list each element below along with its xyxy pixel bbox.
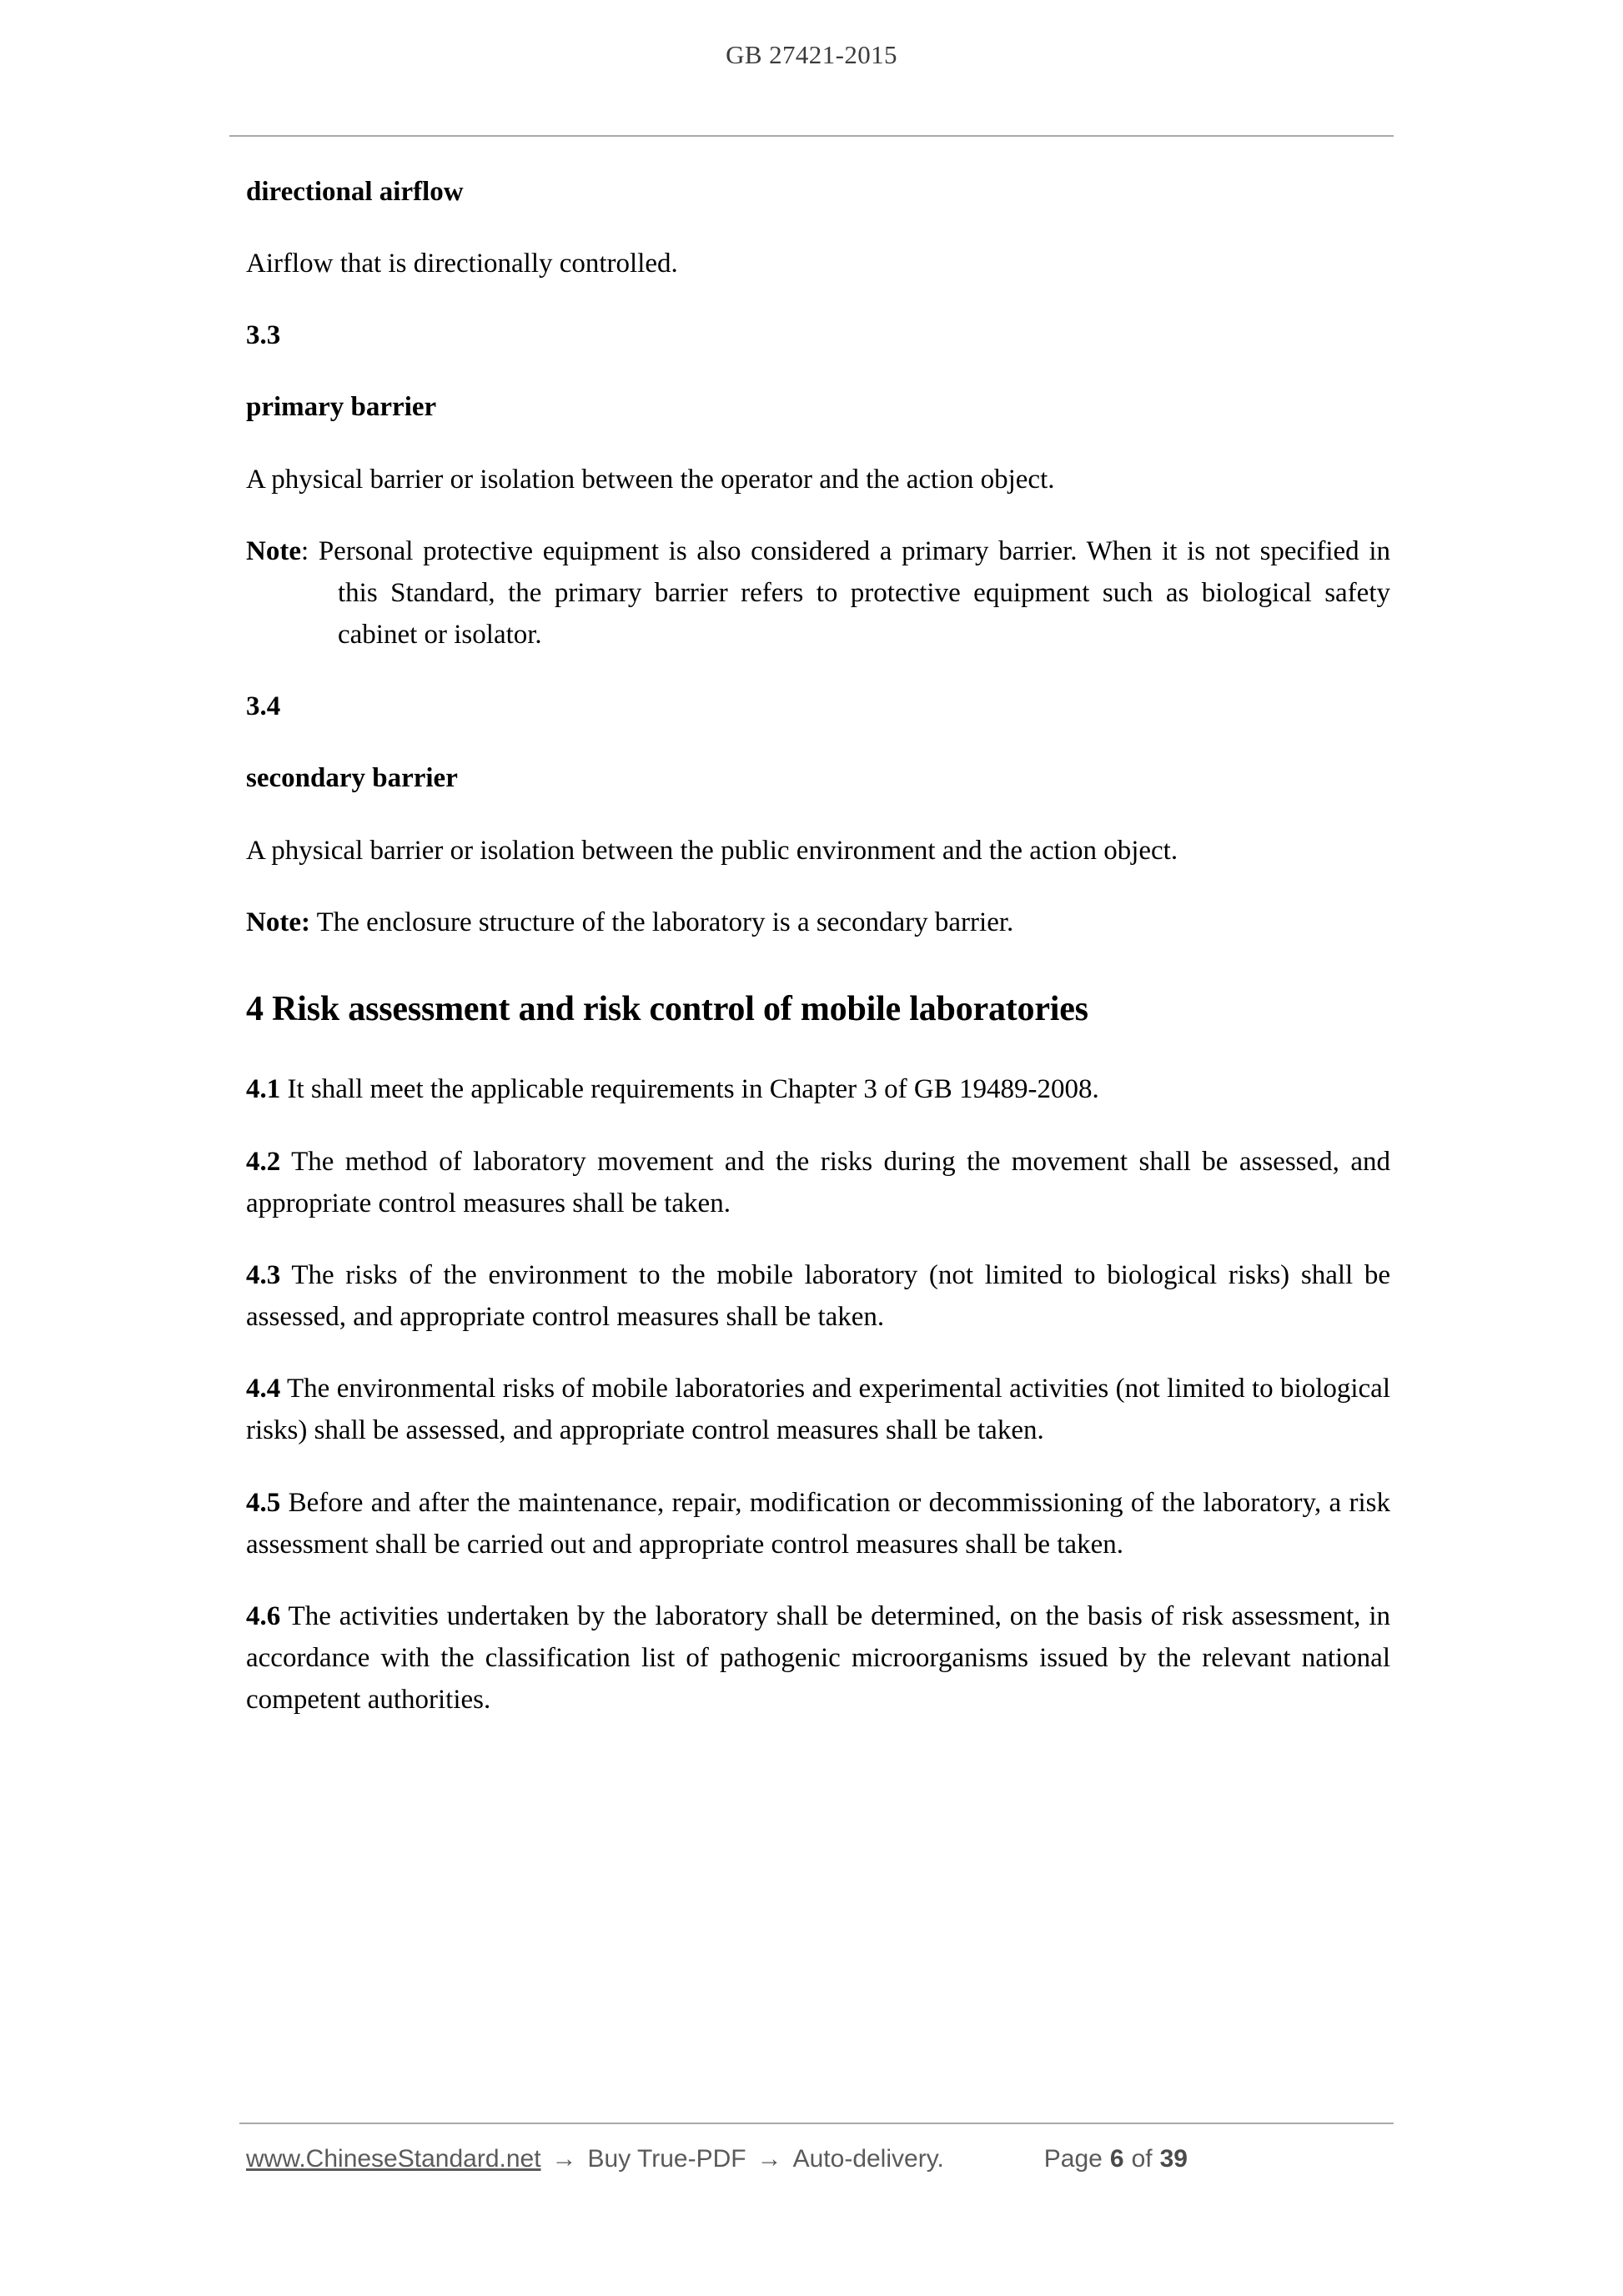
clause-4-1 xyxy=(246,1068,1390,1110)
clause-number-3-4: 3.4 xyxy=(246,691,281,722)
footer-promo-delivery-label: Auto-delivery. xyxy=(792,2145,944,2173)
clause-text: The method of laboratory movement and the risks during the movement shall be assessed, and appropriate control measures shall be taken. xyxy=(246,1146,1390,1218)
clause-number: 4.1 xyxy=(246,1074,281,1105)
page-label: Page xyxy=(1043,2145,1103,2173)
document-standard-code: GB 27421-2015 xyxy=(726,40,897,69)
clause-number: 4.3 xyxy=(246,1259,281,1290)
clause-text: It shall meet the applicable requirements in Chapter 3 of GB 19489-2008. xyxy=(280,1074,1099,1105)
footer-divider xyxy=(239,2123,1394,2124)
document-content xyxy=(246,171,1390,1751)
total-page-number: 39 xyxy=(1159,2145,1188,2173)
term-name-secondary-barrier: secondary barrier xyxy=(246,763,458,794)
clause-4-3 xyxy=(246,1254,1390,1338)
clause-4-4 xyxy=(246,1368,1390,1451)
current-page-number: 6 xyxy=(1109,2145,1124,2173)
clause-4-2 xyxy=(246,1141,1390,1224)
note-label: Note xyxy=(246,535,301,566)
clause-number: 4.4 xyxy=(246,1374,281,1404)
page-footer xyxy=(246,2145,1397,2173)
term-definition-secondary-barrier: A physical barrier or isolation between the public environment and the action object. xyxy=(246,835,1178,866)
clause-text: Before and after the maintenance, repair, modification or decommissioning of the laboratory, a risk assessment shall be carried out and appropriate control measures shall be taken. xyxy=(246,1487,1390,1560)
clause-text: The risks of the environment to the mobile laboratory (not limited to biological risks) shall be assessed, and appropriate control measures shall be taken. xyxy=(246,1259,1390,1333)
page-header xyxy=(229,40,1394,70)
footer-promo xyxy=(246,2145,944,2173)
note-label: Note: xyxy=(246,907,310,937)
note-secondary-barrier xyxy=(246,902,1390,943)
section-heading-4: 4 Risk assessment and risk control of mobile laboratories xyxy=(246,989,1088,1028)
clause-text: The activities undertaken by the laboratory shall be determined, on the basis of risk assessment, in accordance with the classification list of pathogenic microorganisms issued by the relevant national competent authorities. xyxy=(246,1600,1390,1716)
clause-text: The environmental risks of mobile laboratories and experimental activities (not limited to biological risks) shall be assessed, and appropriate control measures shall be taken. xyxy=(246,1374,1390,1446)
term-definition-directional-airflow: Airflow that is directionally controlled. xyxy=(246,249,678,279)
clause-number-3-3: 3.3 xyxy=(246,320,281,351)
clause-4-5 xyxy=(246,1482,1390,1565)
right-arrow-icon: → xyxy=(756,2145,782,2173)
clause-number: 4.6 xyxy=(246,1600,281,1631)
note-text: The enclosure structure of the laboratory is a secondary barrier. xyxy=(309,907,1014,937)
header-divider xyxy=(229,135,1394,137)
page-of-label: of xyxy=(1131,2145,1153,2173)
note-primary-barrier xyxy=(246,530,1390,656)
term-name-directional-airflow: directional airflow xyxy=(246,177,464,207)
clause-number: 4.5 xyxy=(246,1487,281,1518)
right-arrow-icon: → xyxy=(551,2145,577,2173)
clause-number: 4.2 xyxy=(246,1146,281,1177)
page-indicator xyxy=(1043,2145,1193,2173)
term-definition-primary-barrier: A physical barrier or isolation between the operator and the action object. xyxy=(246,464,1055,495)
footer-promo-buy-label: Buy True-PDF xyxy=(587,2145,746,2173)
note-separator: : xyxy=(300,535,319,566)
note-text: Personal protective equipment is also considered a primary barrier. When it is not specified in this Standard, the primary barrier refers to protective equipment such as biological safety cabinet or isolator. xyxy=(318,535,1391,651)
term-name-primary-barrier: primary barrier xyxy=(246,392,437,423)
clause-4-6 xyxy=(246,1595,1390,1721)
footer-website-link[interactable]: www.ChineseStandard.net xyxy=(246,2145,541,2173)
